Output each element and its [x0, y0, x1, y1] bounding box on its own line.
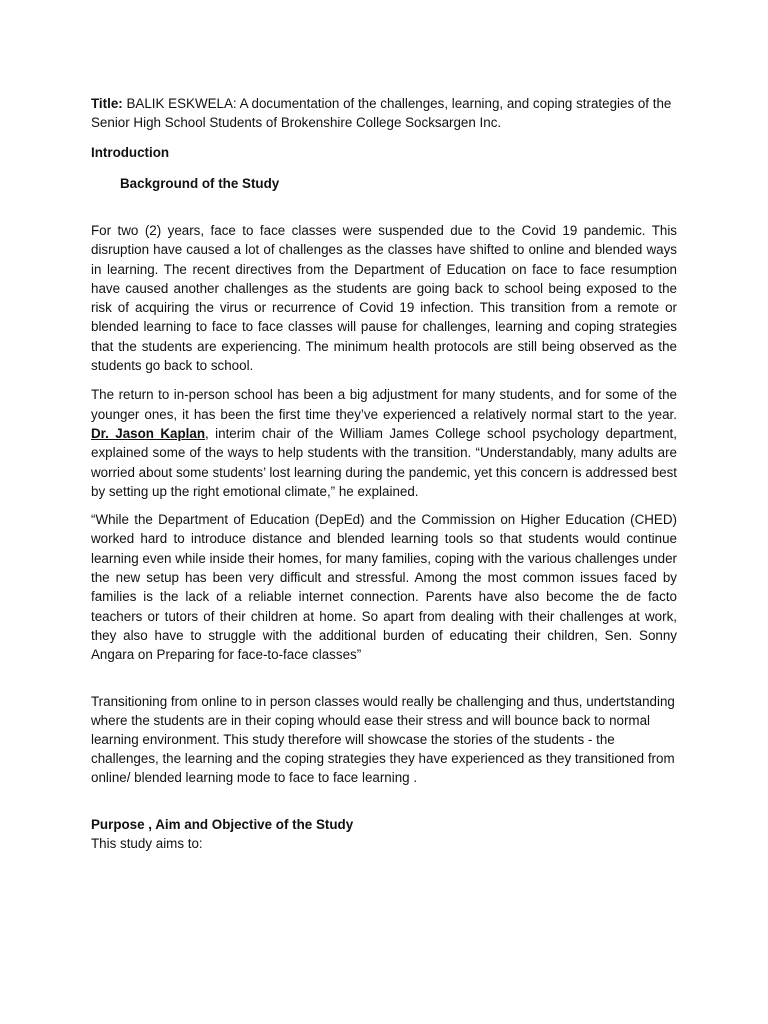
- title-text: BALIK ESKWELA: A documentation of the challenges, learning, and coping strategies of the Senior High School Students of Brokenshire College Socksargen Inc.: [91, 96, 672, 130]
- title-label: Title:: [91, 96, 123, 111]
- paragraph-2: [91, 385, 677, 501]
- document-title: [91, 94, 677, 132]
- paragraph-4: Transitioning from online to in person classes would really be challenging and thus, undertstanding where the students are in their coping whould ease their stress and will bounce back to normal learning environment. This study therefore will showcase the stories of the students - the challenges, the learning and the coping strategies they have experienced as they transitioned from online/ blended learning mode to face to face learning .: [91, 693, 675, 786]
- paragraph-1: For two (2) years, face to face classes were suspended due to the Covid 19 pandemic. This disruption have caused a lot of challenges as the classes have shifted to online and blended ways in learning. The recent directives from the Department of Education on face to face resumption have caused another challenges as the students are going back to school being exposed to the risk of acquiring the virus or recurrence of Covid 19 infection. This transition from a remote or blended learning to face to face classes will pause for challenges, learning and coping strategies that the students are experiencing. The minimum health protocols are still being observed as the students go back to school.: [91, 223, 677, 374]
- background-heading: Background of the Study: [120, 176, 280, 191]
- paragraph-3: “While the Department of Education (DepEd) and the Commission on Higher Education (CHED) worked hard to introduce distance and blended learning tools so that students would continue learning even while inside their homes, for many families, coping with the various challenges under the new setup has been very difficult and stressful. Among the most common issues faced by families is the lack of a reliable internet connection. Parents have also become the de facto teachers or tutors of their children at home. So apart from dealing with their challenges at work, they also have to struggle with the additional burden of educating their children, Sen. Sonny Angara on Preparing for face-to-face classes”: [91, 512, 677, 663]
- paragraph-2-text-after: , interim chair of the William James College school psychology department, explained some of the ways to help students with the transition. “Understandably, many adults are worried about some students’ lost learning during the pandemic, yet this concern is addressed best by setting up the right emotional climate,” he explained.: [91, 425, 677, 499]
- introduction-heading: Introduction: [91, 145, 170, 160]
- aims-intro: This study aims to:: [91, 835, 203, 851]
- purpose-heading: Purpose , Aim and Objective of the Study: [91, 816, 354, 832]
- paragraph-2-text-before: The return to in-person school has been a big adjustment for many students, and for some of the younger ones, it has been the first time they’ve experienced a relatively normal start to the year.: [91, 387, 677, 422]
- document-page: [91, 94, 677, 853]
- jason-kaplan-link[interactable]: Dr. Jason Kaplan: [91, 425, 206, 441]
